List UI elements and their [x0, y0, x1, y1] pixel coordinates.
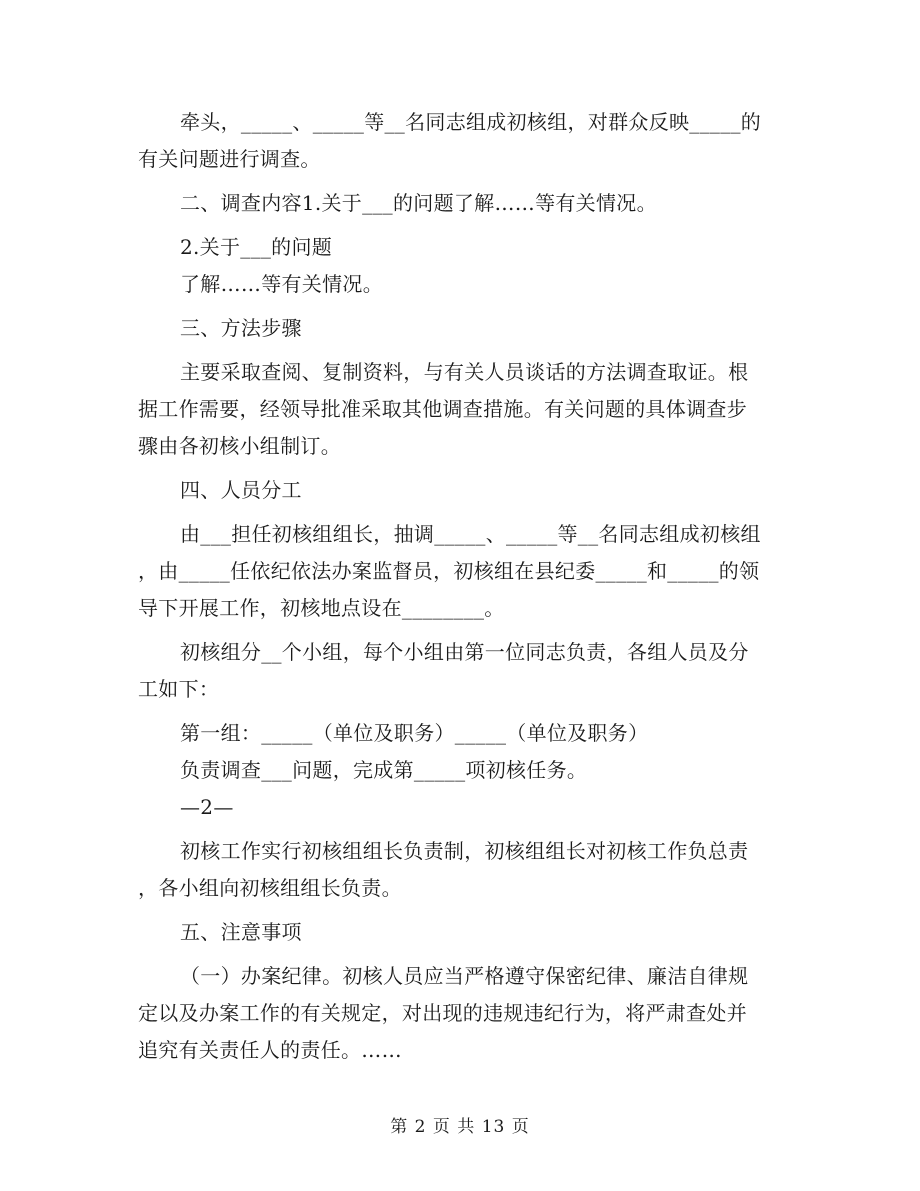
text-line: 追究有关责任人的责任。…… [138, 1038, 402, 1062]
text-line: 骤由各初核小组制订。 [138, 434, 341, 458]
text-line: 初核工作实行初核组组长负责制，初核组组长对初核工作负总责 [180, 839, 749, 863]
inline-page-marker: —2— [180, 795, 234, 819]
text-line: ，各小组向初核组组长负责。 [138, 876, 402, 900]
section-heading-method: 三、方法步骤 [180, 316, 302, 340]
text-line: 导下开展工作，初核地点设在________。 [138, 596, 505, 620]
page-number-footer: 第 2 页 共 13 页 [390, 1117, 530, 1137]
document-body [138, 104, 798, 1069]
section-heading-investigation: 二、调查内容1.关于___的问题了解……等有关情况。 [180, 191, 657, 215]
section-heading-staffing: 四、人员分工 [180, 478, 302, 502]
text-line: 定以及办案工作的有关规定，对出现的违规违纪行为，将严肃查处并 [138, 1001, 747, 1025]
text-line: 第一组：_____（单位及职务）_____（单位及职务） [180, 721, 649, 745]
text-line: 负责调查___问题，完成第_____项初核任务。 [180, 758, 588, 782]
text-line: ，由_____任依纪依法办案监督员，初核组在县纪委_____和_____的领 [138, 559, 760, 583]
text-line: 有关问题进行调查。 [138, 147, 321, 171]
text-line: 初核组分__个小组，每个小组由第一位同志负责，各组人员及分 [180, 640, 749, 664]
text-line: 了解……等有关情况。 [180, 272, 383, 296]
text-line: 据工作需要，经领导批准采取其他调查措施。有关问题的具体调查步 [138, 397, 747, 421]
text-line: 主要采取查阅、复制资料，与有关人员谈话的方法调查取证。根 [180, 360, 749, 384]
text-line: （一）办案纪律。初核人员应当严格遵守保密纪律、廉洁自律规 [180, 964, 749, 988]
text-line: 牵头，_____、_____等__名同志组成初核组，对群众反映_____的 [180, 110, 762, 134]
text-line: 2.关于___的问题 [180, 235, 333, 259]
text-line: 由___担任初核组组长，抽调_____、_____等__名同志组成初核组 [180, 522, 761, 546]
section-heading-notes: 五、注意事项 [180, 920, 302, 944]
text-line: 工如下： [138, 677, 220, 701]
